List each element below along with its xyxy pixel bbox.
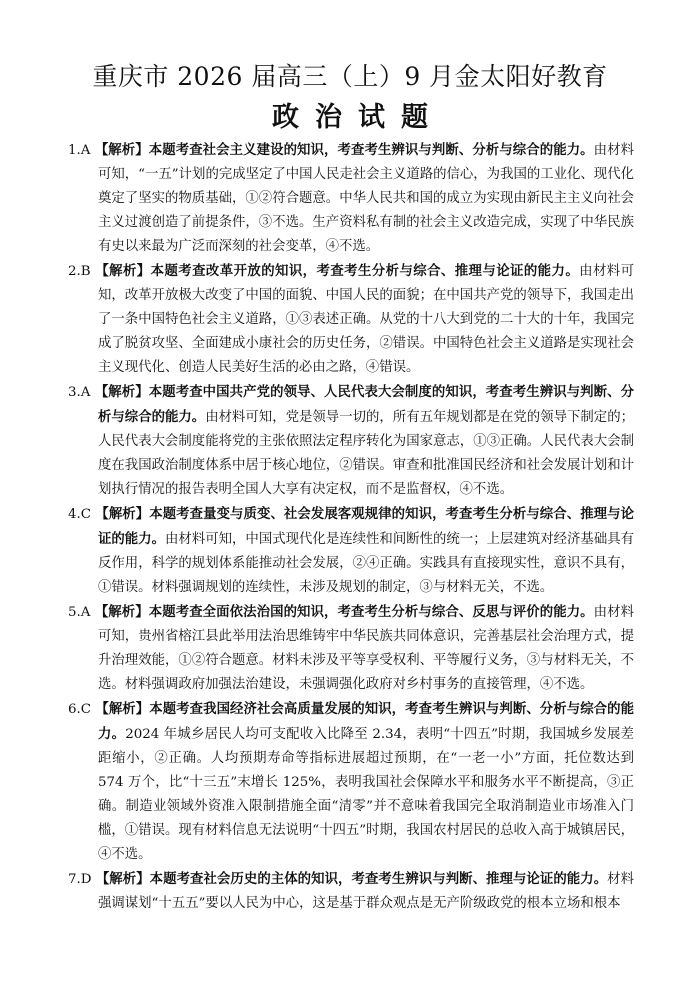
answer-item-6 (68, 697, 634, 867)
analysis-lead: 本题考查全面依法治国的知识，考查考生分析与综合、反思与评价的能力。 (148, 604, 594, 620)
analysis-tag: 【解析】 (95, 871, 150, 887)
analysis-tag: 【解析】 (95, 506, 150, 522)
answer-item-7 (68, 867, 634, 916)
analysis-lead: 本题考查社会历史的主体的知识，考查考生辨识与判断、推理与论证的能力。 (149, 871, 608, 887)
answer-number: 5.A (68, 605, 91, 620)
analysis-lead: 本题考查量变与质变、社会发展客观规律的知识，考查考生分析与综合、推理与论证的能力。 (98, 506, 635, 547)
answer-number: 1.A (68, 143, 91, 158)
answer-item-1 (68, 138, 634, 259)
answer-list (68, 138, 634, 916)
analysis-tag: 【解析】 (95, 263, 151, 279)
analysis-lead: 本题考查改革开放的知识，考查考生分析与综合、推理与论证的能力。 (150, 263, 580, 279)
answer-number: 7.D (68, 872, 92, 887)
analysis-tag: 【解析】 (95, 701, 150, 717)
answer-number: 3.A (68, 385, 91, 400)
analysis-body: 由材料可知，党是领导一切的，所有五年规划都是在党的领导下制定的；人民代表大会制度能将党的主张依照法定程序转化为国家意志，①③正确。人民代表大会制度在我国政治制度体系中居于核心地位，②错误。审查和批准国民经济和社会发展计划和计划执行情况的报告表明全国人大享有决定权，而不是监督权，④不选。 (98, 410, 634, 497)
page-title: 重庆市 2026 届高三（上）9 月金太阳好教育 (92, 62, 608, 91)
answer-item-5 (68, 600, 634, 697)
analysis-tag: 【解析】 (94, 604, 149, 620)
page-subtitle: 政治试题 (272, 102, 444, 133)
analysis-lead: 本题考查中国共产党的领导、人民代表大会制度的知识，考查考生辨识与判断、分析与综合的能力。 (98, 384, 635, 425)
analysis-lead: 本题考查社会主义建设的知识，考查考生辨识与判断、分析与综合的能力。 (148, 142, 594, 158)
analysis-body: 由材料可知，中国式现代化是连续性和间断性的统一；上层建筑对经济基础具有反作用，科学的规划体系能推动社会发展，②④正确。实践具有直接现实性，意识不具有，①错误。材料强调规划的连续性，未涉及规划的制定，③与材料无关，不选。 (98, 532, 635, 595)
analysis-body: 由材料可知，贵州省榕江县此举用法治思维铸牢中华民族共同体意识，完善基层社会治理方式，提升治理效能，①②符合题意。材料未涉及平等享受权利、平等履行义务，③与材料无关，不选。材料强调政府加强法治建设，未强调强化政府对乡村事务的直接管理，④不选。 (98, 605, 635, 692)
analysis-lead: 本题考查我国经济社会高质量发展的知识，考查考生辨识与判断、分析与综合的能力。 (98, 701, 635, 742)
answer-item-4 (68, 502, 634, 600)
answer-item-2 (68, 259, 634, 380)
analysis-tag: 【解析】 (94, 142, 149, 158)
analysis-tag: 【解析】 (94, 384, 149, 400)
analysis-body: 2024 年城乡居民人均可支配收入比降至 2.34，表明“十四五”时期，我国城乡发展差距缩小，②正确。人均预期寿命等指标进展超过预期，在“一老一小”方面，托位数达到 574 万个，比“十三五”末增长 125%，表明我国社会保障水平和服务水平不断提高，③正确。制造业领域外资准入限制措施全面“清零”并不意味着我国完全取消制造业市场准入门槛，①错误。现有材料信息无法说明“十四五”时期，我国农村居民的总收入高于城镇居民，④不选。 (98, 727, 634, 862)
answer-number: 2.B (68, 264, 91, 279)
answer-number: 4.C (68, 507, 92, 522)
answer-item-3 (68, 380, 634, 502)
analysis-body: 材料强调谋划“十五五”要以人民为中心，这是基于群众观点是无产阶级政党的根本立场和根本 (98, 872, 635, 911)
answer-number: 6.C (68, 702, 92, 717)
analysis-body: 由材料可知，改革开放极大改变了中国的面貌、中国人民的面貌；在中国共产党的领导下，我国走出了一条中国特色社会主义道路，①③表述正确。从党的十八大到党的二十大的十年，我国完成了脱贫攻坚、全面建成小康社会的历史任务，②错误。中国特色社会主义道路是实现社会主义现代化、创造人民美好生活的必由之路，④错误。 (98, 264, 635, 375)
analysis-body: 由材料可知，“一五”计划的完成坚定了中国人民走社会主义道路的信心，为我国的工业化、现代化奠定了坚实的物质基础，①②符合题意。中华人民共和国的成立为实现由新民主主义向社会主义过渡创造了前提条件，③不选。生产资料私有制的社会主义改造完成，实现了中华民族有史以来最为广泛而深刻的社会变革，④不选。 (98, 143, 635, 254)
